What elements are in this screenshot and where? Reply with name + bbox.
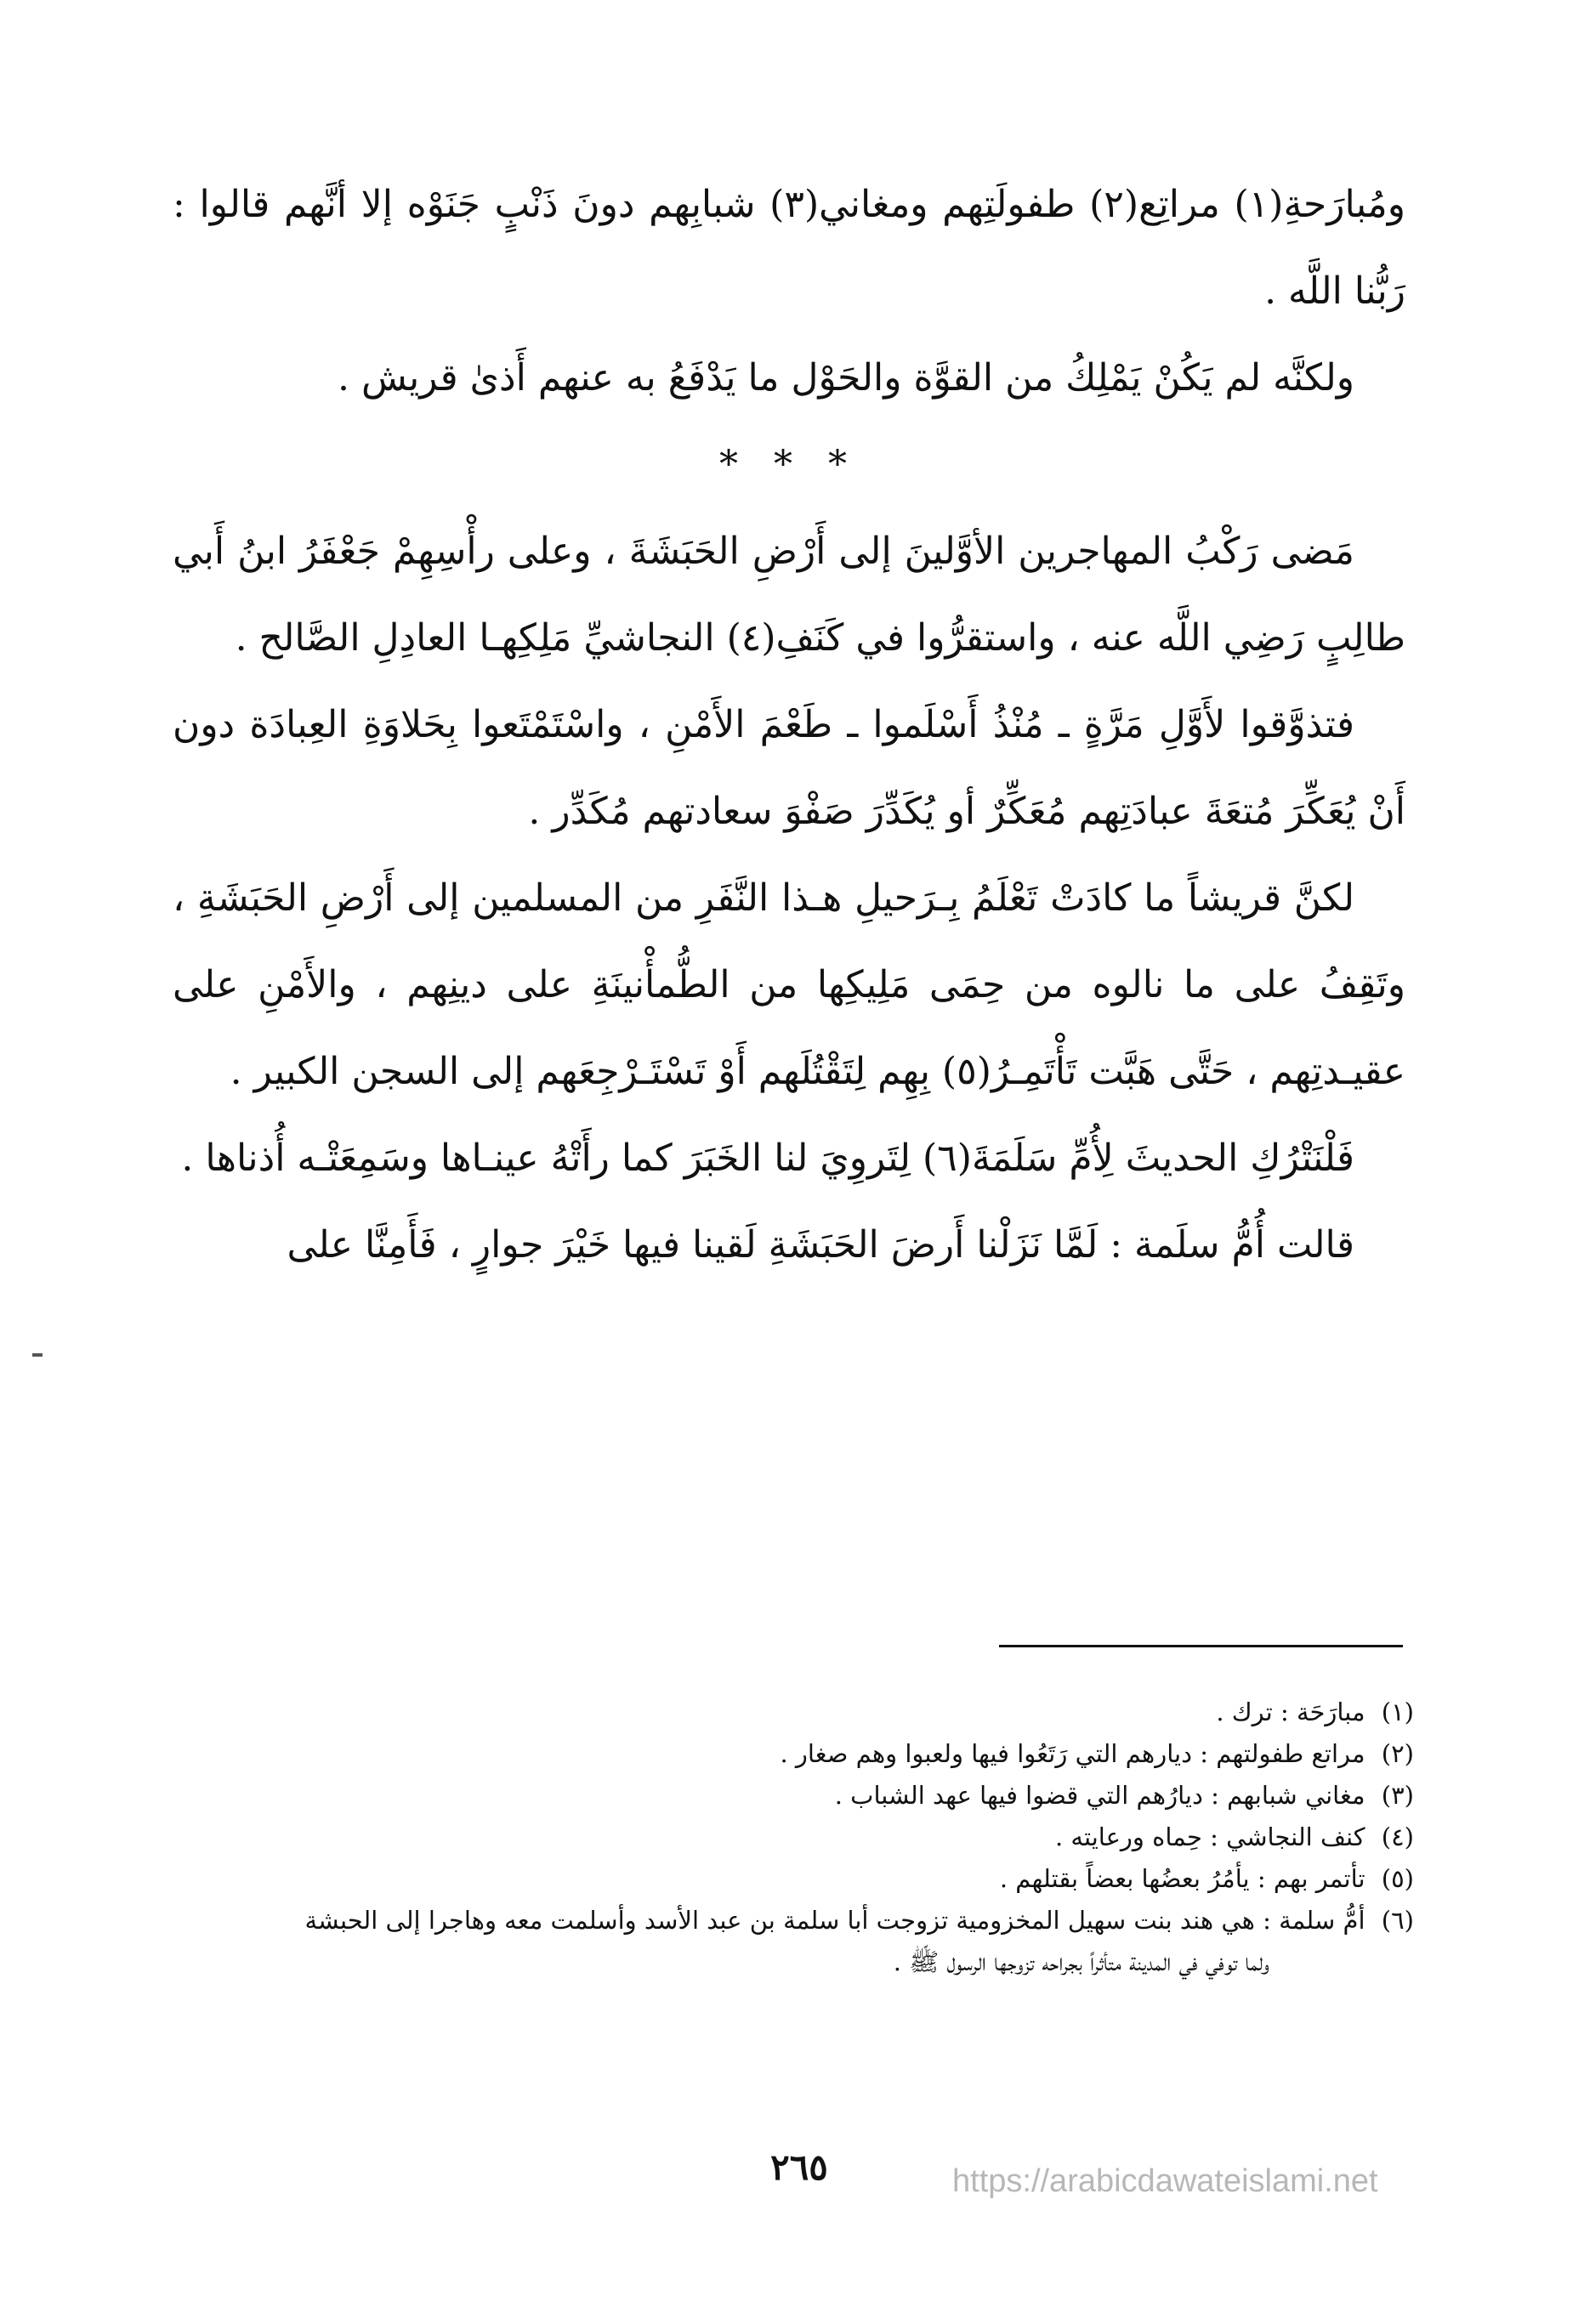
- footnote: [156, 1733, 1414, 1775]
- page-number: ٢٦٥: [770, 2146, 828, 2188]
- footnote: [156, 1858, 1414, 1900]
- footnote-number: (٥): [1381, 1864, 1414, 1893]
- footnote-text: تأتمر بهم : يأمُرُ بعضُها بعضاً بقتلهم .: [999, 1864, 1365, 1893]
- footnote: [156, 1775, 1414, 1817]
- paragraph: لكنَّ قريشاً ما كادَتْ تَعْلَمُ بِـرَحيلِ هـذا النَّفَرِ من المسلمين إلى أَرْضِ الحَبَشَةِ ، وتَقِفُ على ما نالوه من حِمَى مَلِيكِها من الطُّمأْنينَةِ على دينِهم ، والأَمْنِ على عقيـدتِهم ، حَتَّى هَبَّت تَأْتَمِـرُ(٥) بِهِم لِتَقْتُلَهم أَوْ تَسْتَـرْجِعَهم إلى السجن الكبير .: [173, 876, 1405, 1093]
- footnote-text: مراتع طفولتهم : ديارهم التي رَتَعُوا فيها ولعبوا وهم صغار .: [780, 1739, 1365, 1768]
- footnote-number: (١): [1381, 1698, 1414, 1726]
- paragraph: ومُبارَحةِ(١) مراتِع(٢) طفولَتِهم ومغاني(٣) شبابِهم دونَ ذَنْبٍ جَنَوْه إلا أنَّهم قالوا : رَبُّنا اللَّه .: [173, 183, 1405, 313]
- footnote-divider: [999, 1645, 1403, 1647]
- footnote-text: مغاني شبابهم : ديارُهم التي قضوا فيها عهد الشباب .: [834, 1781, 1365, 1810]
- footnote-continuation: ولما توفي في المدينة متأثراً بجراحه تزوجها الرسول ﷺ .: [893, 1947, 1269, 1976]
- footnote-number: (٣): [1381, 1781, 1414, 1810]
- paragraph: فتذوَّقوا لأَوَّلِ مَرَّةٍ ـ مُنْذُ أَسْلَموا ـ طَعْمَ الأَمْنِ ، واسْتَمْتَعوا بِحَلاوَةِ العِبادَة دون أَنْ يُعَكِّرَ مُتعَةَ عبادَتِهم مُعَكِّرٌ أو يُكَدِّرَ صَفْوَ سعادتهم مُكَدِّر .: [173, 703, 1405, 833]
- footnotes: [156, 1692, 1414, 1983]
- paragraph: قالت أُمُّ سلَمة : لَمَّا نَزَلْنا أَرضَ الحَبَشَةِ لَقينا فيها خَيْرَ جوارٍ ، فَأَمِنَّا على: [287, 1223, 1354, 1267]
- paragraph: فَلْنَتْرُكِ الحديثَ لِأُمِّ سَلَمَةَ(٦) لِتَروِيَ لنا الخَبَرَ كما رأَتْهُ عينـاها وسَمِعَتْـه أُذناها .: [181, 1136, 1354, 1180]
- footnote-text: أمُّ سلمة : هي هند بنت سهيل المخزومية تزوجت أبا سلمة بن عبد الأسد وأسلمت معه وهاجرا إلى الحبشة: [304, 1906, 1365, 1935]
- footnote-text: مبارَحَة : ترك .: [1216, 1698, 1365, 1726]
- paragraph: مَضى رَكْبُ المهاجرين الأوَّلينَ إلى أَرْضِ الحَبَشَةَ ، وعلى رأْسِهِمْ جَعْفَرُ ابنُ أَبي طالِبٍ رَضِي اللَّه عنه ، واستقرُّوا في كَنَفِ(٤) النجاشيِّ مَلِكِهـا العادِلِ الصَّالح .: [173, 530, 1405, 660]
- footnote: [156, 1817, 1414, 1858]
- main-text: [173, 162, 1405, 1289]
- footnote-number: (٢): [1381, 1739, 1414, 1768]
- section-separator: * * *: [719, 443, 859, 486]
- footnote-text: كنف النجاشي : حِماه ورعايته .: [1054, 1822, 1365, 1851]
- footnote-number: (٤): [1381, 1822, 1414, 1851]
- footnote: [156, 1900, 1414, 1941]
- footnote-number: (٦): [1381, 1906, 1414, 1935]
- footnote: [156, 1692, 1414, 1733]
- paragraph: ولكنَّه لم يَكُنْ يَمْلِكُ من القوَّة والحَوْل ما يَدْفَعُ به عنهم أَذىٰ قريش .: [337, 356, 1354, 400]
- watermark: https://arabicdawateislami.net: [952, 2163, 1378, 2199]
- scan-speck: [32, 1353, 43, 1357]
